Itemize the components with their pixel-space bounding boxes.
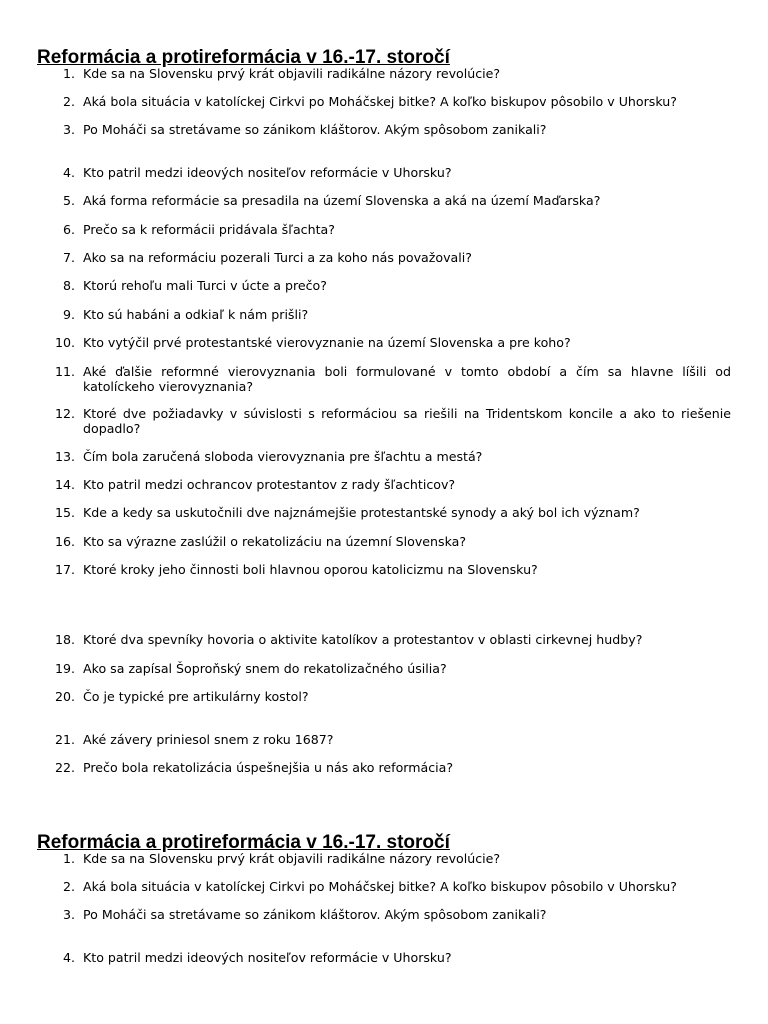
question-item <box>55 251 731 266</box>
question-item <box>55 450 731 465</box>
question-text: Kto patril medzi ideových nositeľov reformácie v Uhorsku? <box>83 165 452 180</box>
question-text: Po Moháči sa stretávame so zánikom kláštorov. Akým spôsobom zanikali? <box>83 122 547 137</box>
question-item <box>55 951 731 966</box>
question-text: Aká bola situácia v katolíckej Cirkvi po Moháčskej bitke? A koľko biskupov pôsobilo v Uhorsku? <box>83 94 677 109</box>
question-text: Čím bola zaručená sloboda vierovyznania pre šľachtu a mestá? <box>83 449 483 464</box>
question-number: 12. <box>55 406 76 421</box>
question-item <box>55 633 731 648</box>
question-text: Kde sa na Slovensku prvý krát objavili radikálne názory revolúcie? <box>83 851 501 866</box>
question-text: Aká forma reformácie sa presadila na území Slovenska a aká na území Maďarska? <box>83 193 601 208</box>
question-text: Aké ďalšie reformné vierovyznania boli formulované v tomto období a čím sa hlavne líšili od katolíckeho vierovyznania? <box>83 364 731 394</box>
question-text: Kto vytýčil prvé protestantské vierovyznanie na území Slovenska a pre koho? <box>83 335 571 350</box>
question-text: Kto sa výrazne zaslúžil o rekatolizáciu na územní Slovenska? <box>83 534 467 549</box>
question-text: Po Moháči sa stretávame so zánikom kláštorov. Akým spôsobom zanikali? <box>83 907 547 922</box>
question-number: 9. <box>62 307 75 322</box>
question-number: 6. <box>62 222 75 237</box>
question-number: 17. <box>55 562 76 577</box>
question-number: 3. <box>62 907 75 922</box>
question-number: 3. <box>62 122 75 137</box>
question-item <box>55 563 731 578</box>
question-number: 10. <box>55 335 76 350</box>
question-number: 4. <box>62 165 75 180</box>
question-text: Kto patril medzi ideových nositeľov reformácie v Uhorsku? <box>83 950 452 965</box>
question-item <box>55 194 731 209</box>
question-text: Kde a kedy sa uskutočnili dve najznámejšie protestantské synody a aký bol ich význam? <box>83 505 640 520</box>
question-text: Aké závery priniesol snem z roku 1687? <box>83 732 334 747</box>
question-number: 13. <box>55 449 76 464</box>
question-item <box>55 535 731 550</box>
question-number: 18. <box>55 632 76 647</box>
question-item <box>55 166 731 181</box>
question-text: Aká bola situácia v katolíckej Cirkvi po Moháčskej bitke? A koľko biskupov pôsobilo v Uhorsku? <box>83 879 677 894</box>
question-text: Ako sa na reformáciu pozerali Turci a za koho nás považovali? <box>83 250 472 265</box>
question-item <box>55 308 731 323</box>
question-item <box>55 880 731 895</box>
question-number: 22. <box>55 760 76 775</box>
question-item <box>55 223 731 238</box>
question-item <box>55 506 731 521</box>
question-text: Kto patril medzi ochrancov protestantov z rady šľachticov? <box>83 477 456 492</box>
question-number: 2. <box>62 94 75 109</box>
question-item <box>55 95 731 110</box>
question-text: Ktoré kroky jeho činnosti boli hlavnou oporou katolicizmu na Slovensku? <box>83 562 538 577</box>
question-number: 16. <box>55 534 76 549</box>
question-number: 14. <box>55 477 76 492</box>
question-item <box>55 407 731 436</box>
question-text: Ktoré dve požiadavky v súvislosti s reformáciou sa riešili na Tridentskom koncile a ako to riešenie dopadlo? <box>83 406 731 436</box>
question-item <box>55 908 731 923</box>
question-text: Čo je typické pre artikulárny kostol? <box>83 689 309 704</box>
question-item <box>55 279 731 294</box>
question-number: 21. <box>55 732 76 747</box>
question-text: Prečo sa k reformácii pridávala šľachta? <box>83 222 335 237</box>
question-number: 2. <box>62 879 75 894</box>
question-item <box>55 123 731 138</box>
question-number: 7. <box>62 250 75 265</box>
section-title: Reformácia a protireformácia v 16.-17. storočí <box>37 832 450 853</box>
question-item <box>55 67 731 82</box>
question-text: Ako sa zapísal Šoproňský snem do rekatolizačného úsilia? <box>83 661 447 676</box>
question-text: Kto sú habáni a odkiaľ k nám prišli? <box>83 307 309 322</box>
question-item <box>55 852 731 867</box>
question-number: 8. <box>62 278 75 293</box>
question-item <box>55 733 731 748</box>
question-number: 20. <box>55 689 76 704</box>
question-text: Kde sa na Slovensku prvý krát objavili radikálne názory revolúcie? <box>83 66 501 81</box>
question-item <box>55 761 731 776</box>
question-number: 5. <box>62 193 75 208</box>
question-item <box>55 365 731 394</box>
question-text: Prečo bola rekatolizácia úspešnejšia u nás ako reformácia? <box>83 760 454 775</box>
question-text: Ktoré dva spevníky hovoria o aktivite katolíkov a protestantov v oblasti cirkevnej hudby? <box>83 632 643 647</box>
question-number: 1. <box>62 851 75 866</box>
section-title: Reformácia a protireformácia v 16.-17. storočí <box>37 47 450 68</box>
question-item <box>55 478 731 493</box>
question-item <box>55 662 731 677</box>
question-number: 4. <box>62 950 75 965</box>
question-number: 11. <box>55 364 76 379</box>
question-item <box>55 690 731 705</box>
question-number: 19. <box>55 661 76 676</box>
question-text: Ktorú rehoľu mali Turci v úcte a prečo? <box>83 278 327 293</box>
question-number: 15. <box>55 505 76 520</box>
question-number: 1. <box>62 66 75 81</box>
question-item <box>55 336 731 351</box>
